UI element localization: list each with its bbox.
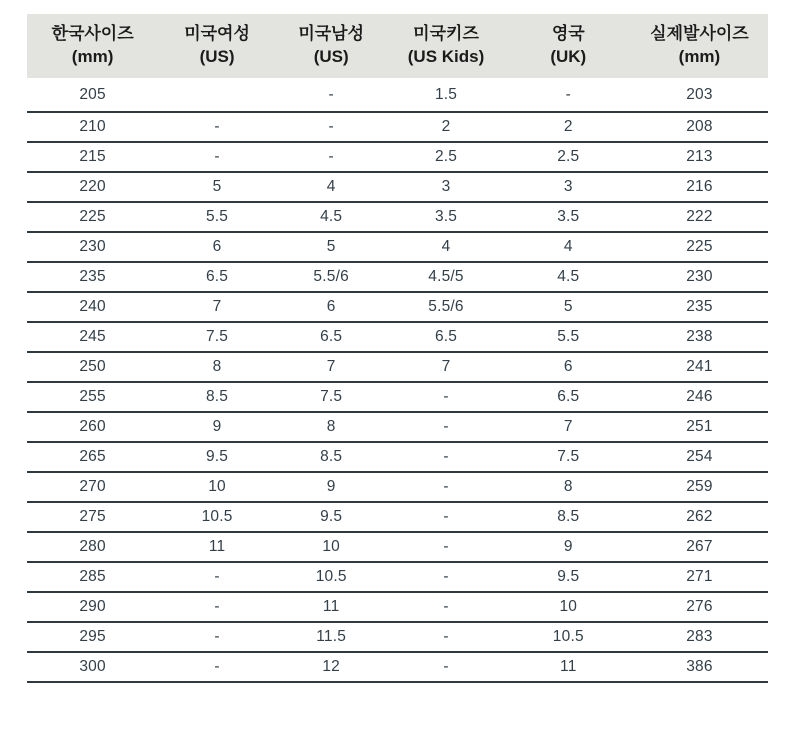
table-cell: - [386,532,505,562]
table-cell: 10 [276,532,386,562]
table-cell: 8.5 [276,442,386,472]
table-cell: 6.5 [276,322,386,352]
table-cell: 4 [386,232,505,262]
table-cell: 12 [276,652,386,682]
table-cell: 245 [27,322,158,352]
column-label: 실제발사이즈 [650,24,749,44]
column-sublabel: (mm) [71,47,114,66]
size-table [27,14,768,683]
table-cell: 7 [386,352,505,382]
table-row [27,322,768,352]
table-row [27,652,768,682]
table-cell: 254 [631,442,768,472]
table-cell: 283 [631,622,768,652]
table-cell: 386 [631,652,768,682]
table-row [27,532,768,562]
table-cell: 8.5 [158,382,276,412]
table-cell: 215 [27,142,158,172]
table-cell: 6.5 [506,382,631,412]
column-sublabel: (US Kids) [407,47,485,66]
table-cell: 267 [631,532,768,562]
table-cell: 265 [27,442,158,472]
table-header [27,14,768,78]
table-cell: 225 [27,202,158,232]
table-cell: - [386,562,505,592]
table-row [27,112,768,142]
table-row [27,622,768,652]
table-cell: 240 [27,292,158,322]
table-cell: 9 [158,412,276,442]
table-cell: - [158,592,276,622]
table-cell: - [386,502,505,532]
table-cell: 11 [158,532,276,562]
table-cell: 5 [158,172,276,202]
table-cell: 235 [27,262,158,292]
column-header-4 [386,14,505,78]
table-cell: 285 [27,562,158,592]
table-cell: - [386,472,505,502]
table-cell: 9 [506,532,631,562]
table-cell: 8.5 [506,502,631,532]
table-row [27,202,768,232]
column-sublabel: (mm) [678,47,721,66]
table-cell: - [386,652,505,682]
table-row [27,352,768,382]
table-cell: 4.5/5 [386,262,505,292]
table-cell: 5.5 [158,202,276,232]
table-cell: 250 [27,352,158,382]
table-cell: - [386,442,505,472]
table-cell: - [158,622,276,652]
table-cell: - [386,592,505,622]
table-row [27,232,768,262]
table-row [27,382,768,412]
column-header-5 [506,14,631,78]
table-cell: 5.5/6 [276,262,386,292]
table-cell: 5 [276,232,386,262]
shoe-size-conversion-table [27,14,768,683]
table-cell: 3.5 [506,202,631,232]
table-cell: 10 [158,472,276,502]
table-cell: - [158,112,276,142]
table-cell: 8 [158,352,276,382]
table-cell: 213 [631,142,768,172]
column-header-1 [27,14,158,78]
table-cell: 5.5 [506,322,631,352]
table-row [27,412,768,442]
table-cell: 2 [386,112,505,142]
table-cell: - [386,412,505,442]
table-cell: 2.5 [386,142,505,172]
header-row [27,14,768,78]
table-cell: 205 [27,78,158,112]
table-cell: 262 [631,502,768,532]
table-cell: 7 [276,352,386,382]
table-cell: - [158,142,276,172]
table-cell: 8 [506,472,631,502]
table-cell: 11 [506,652,631,682]
column-label: 미국키즈 [413,24,479,44]
table-cell: 5 [506,292,631,322]
column-label: 영국 [551,24,585,44]
table-cell: 10.5 [276,562,386,592]
table-cell: - [158,652,276,682]
column-header-3 [276,14,386,78]
table-cell: - [386,382,505,412]
table-row [27,502,768,532]
table-cell: 246 [631,382,768,412]
table-cell: 10.5 [158,502,276,532]
table-cell: 295 [27,622,158,652]
table-cell: 2.5 [506,142,631,172]
column-header-6 [631,14,768,78]
table-cell: 9.5 [276,502,386,532]
column-sublabel: (US) [313,47,349,66]
table-cell: 6 [276,292,386,322]
column-label: 미국여성 [184,24,250,44]
table-cell: 251 [631,412,768,442]
table-row [27,292,768,322]
table-cell: 11.5 [276,622,386,652]
column-label: 미국남성 [298,24,365,44]
table-row [27,442,768,472]
table-cell: 10.5 [506,622,631,652]
column-sublabel: (UK) [550,47,587,66]
table-cell: 275 [27,502,158,532]
column-label: 한국사이즈 [51,24,134,44]
table-cell: 2 [506,112,631,142]
table-cell: 3 [506,172,631,202]
table-cell: 7 [506,412,631,442]
table-cell: 3.5 [386,202,505,232]
table-cell: 7.5 [506,442,631,472]
table-cell: 235 [631,292,768,322]
table-cell: - [506,78,631,112]
table-row [27,262,768,292]
table-cell: 10 [506,592,631,622]
table-row [27,562,768,592]
table-cell: 9.5 [158,442,276,472]
table-cell: 300 [27,652,158,682]
table-cell: - [276,142,386,172]
table-cell: 5.5/6 [386,292,505,322]
table-cell: 216 [631,172,768,202]
table-row [27,142,768,172]
table-cell: 270 [27,472,158,502]
table-cell: 9 [276,472,386,502]
table-cell: 7.5 [158,322,276,352]
table-cell: 259 [631,472,768,502]
table-cell: 4 [276,172,386,202]
table-cell: 260 [27,412,158,442]
table-cell: 238 [631,322,768,352]
table-cell: 230 [631,262,768,292]
table-row [27,592,768,622]
table-cell: 6 [158,232,276,262]
table-body [27,78,768,682]
table-cell: 290 [27,592,158,622]
table-cell: 4.5 [276,202,386,232]
table-cell: 7 [158,292,276,322]
table-cell: 3 [386,172,505,202]
table-cell: 220 [27,172,158,202]
table-cell: 276 [631,592,768,622]
table-cell: 1.5 [386,78,505,112]
table-cell: 280 [27,532,158,562]
table-row [27,172,768,202]
table-cell: 4 [506,232,631,262]
table-cell: 4.5 [506,262,631,292]
table-cell: 7.5 [276,382,386,412]
table-cell: 6 [506,352,631,382]
table-cell: 208 [631,112,768,142]
table-cell: - [386,622,505,652]
table-cell: - [158,562,276,592]
table-cell: 9.5 [506,562,631,592]
table-cell: 6.5 [386,322,505,352]
table-cell: - [276,112,386,142]
column-header-2 [158,14,276,78]
table-cell: 6.5 [158,262,276,292]
table-cell: 241 [631,352,768,382]
table-cell: 8 [276,412,386,442]
table-cell: 11 [276,592,386,622]
table-cell: 222 [631,202,768,232]
table-cell: 210 [27,112,158,142]
table-cell [158,78,276,112]
table-cell: 230 [27,232,158,262]
table-row [27,472,768,502]
table-cell: 271 [631,562,768,592]
table-cell: 225 [631,232,768,262]
table-cell: 203 [631,78,768,112]
table-row [27,78,768,112]
column-sublabel: (US) [199,47,235,66]
table-cell: - [276,78,386,112]
table-cell: 255 [27,382,158,412]
